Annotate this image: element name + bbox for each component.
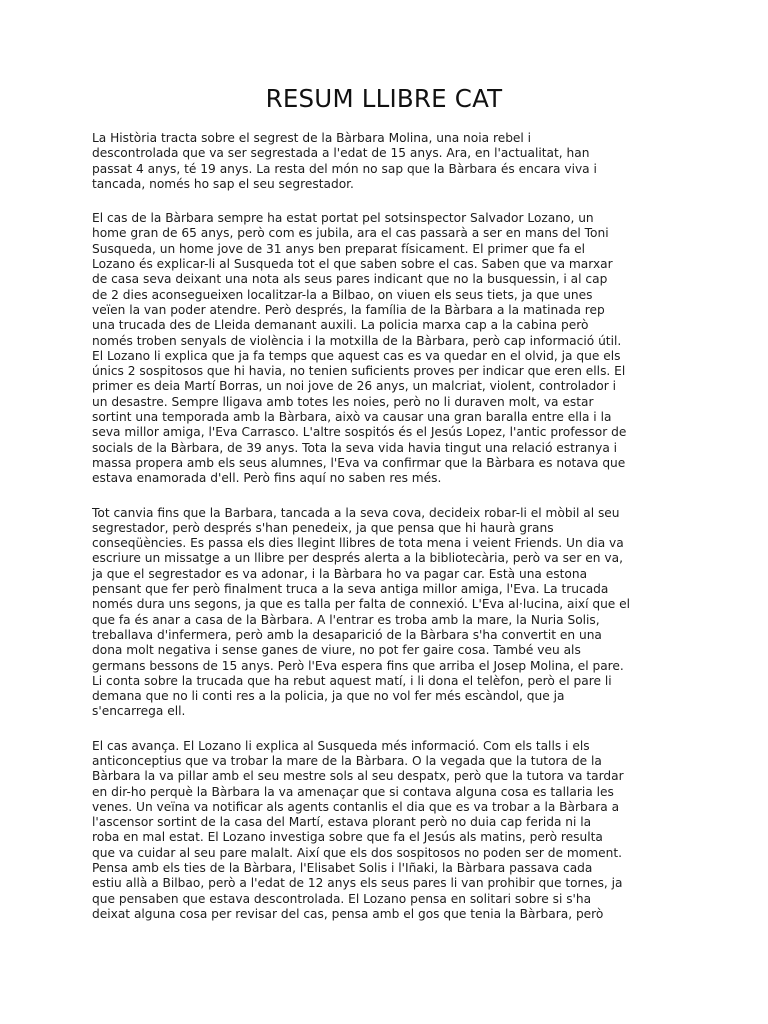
summary-paragraph-2: El cas de la Bàrbara sempre ha estat portat pel sotsinspector Salvador Lozano, un home gran de 65 anys, però com es jubila, ara el cas passarà a ser en mans del Toni Susqueda, un home jove de 31 anys ben preparat físicament. El primer que fa el Lozano és explicar-li al Susqueda tot el que saben sobre el cas. Saben que va marxar de casa seva deixant una nota als seus pares indicant que no la busquessin, i al cap de 2 dies aconsegueixen localitzar-la a Bilbao, on viuen els seus tiets, ja que unes veïen la van poder atendre. Però després, la família de la Bàrbara a la matinada rep una trucada des de Lleida demanant auxili. La policia marxa cap a la cabina però només troben senyals de violència i la motxilla de la Bàrbara, però cap informació útil. El Lozano li explica que ja fa temps que aquest cas es va quedar en el olvid, ja que els únics 2 sospitosos que hi havia, no tenien suficients proves per indicar que eren ells. El primer es deia Martí Borras, un noi jove de 26 anys, un malcriat, violent, controlador i un desastre. Sempre lligava amb totes les noies, però no li duraven molt, va estar sortint una temporada amb la Bàrbara, això va causar una gran baralla entre ella i la seva millor amiga, l'Eva Carrasco. L'altre sospitós és el Jesús Lopez, l'antic professor de socials de la Bàrbara, de 39 anys. Tota la seva vida havia tingut una relació estranya i massa propera amb els seus alumnes, l'Eva va confirmar que la Bàrbara es notava que estava enamorada d'ell. Però fins aquí no saben res més. <box>92 211 627 486</box>
document-title: RESUM LLIBRE CAT <box>265 84 503 113</box>
summary-paragraph-4: El cas avança. El Lozano li explica al Susqueda més informació. Com els talls i els anticonceptius que va trobar la mare de la Bàrbara. O la vegada que la tutora de la Bàrbara la va pillar amb el seu mestre sols al seu despatx, però que la tutora va tardar en dir-ho perquè la Bàrbara la va amenaçar que si contava alguna cosa es tallaria les venes. Un veïna va notificar als agents contanlis el dia que es va trobar a la Bàrbara a l'ascensor sortint de la casa del Martí, estava plorant però no duia cap ferida ni la roba en mal estat. El Lozano investiga sobre que fa el Jesús als matins, però resulta que va cuidar al seu pare malalt. Així que els dos sospitosos no poden ser de moment. Pensa amb els ties de la Bàrbara, l'Elisabet Solis i l'Iñaki, la Bàrbara passava cada estiu allà a Bilbao, però a l'edat de 12 anys els seus pares li van prohibir que tornes, ja que pensaben que estava descontrolada. El Lozano pensa en solitari sobre si s'ha deixat alguna cosa per revisar del cas, pensa amb el gos que tenia la Bàrbara, però <box>92 738 624 921</box>
summary-paragraph-3: Tot canvia fins que la Barbara, tancada a la seva cova, decideix robar-li el mòbil al seu segrestador, però després s'han penedeix, ja que pensa que hi haurà grans conseqüències. Es passa els dies llegint llibres de tota mena i veient Friends. Un dia va escriure un missatge a un llibre per després alerta a la bibliotecària, però va ser en va, ja que el segrestador es va adonar, i la Bàrbara ho va pagar car. Està una estona pensant que fer però finalment truca a la seva antiga millor amiga, l'Eva. La trucada només dura uns segons, ja que es talla per falta de connexió. L'Eva al·lucina, així que el que fa és anar a casa de la Bàrbara. A l'entrar es troba amb la mare, la Nuria Solis, treballava d'infermera, però amb la desaparició de la Bàrbara s'ha convertit en una dona molt negativa i sense ganes de viure, no pot fer gaire cosa. També veu als germans bessons de 15 anys. Però l'Eva espera fins que arriba el Josep Molina, el pare. Li conta sobre la trucada que ha rebut aquest matí, i li dona el telèfon, però el pare li demana que no li conti res a la policia, ja que no vol fer més escàndol, que ja s'encarrega ell. <box>92 505 631 719</box>
summary-paragraph-1: La Història tracta sobre el segrest de la Bàrbara Molina, una noia rebel i descontrolada que va ser segrestada a l'edat de 15 anys. Ara, en l'actualitat, han passat 4 anys, té 19 anys. La resta del món no sap que la Bàrbara és encara viva i tancada, només ho sap el seu segrestador. <box>92 131 597 191</box>
